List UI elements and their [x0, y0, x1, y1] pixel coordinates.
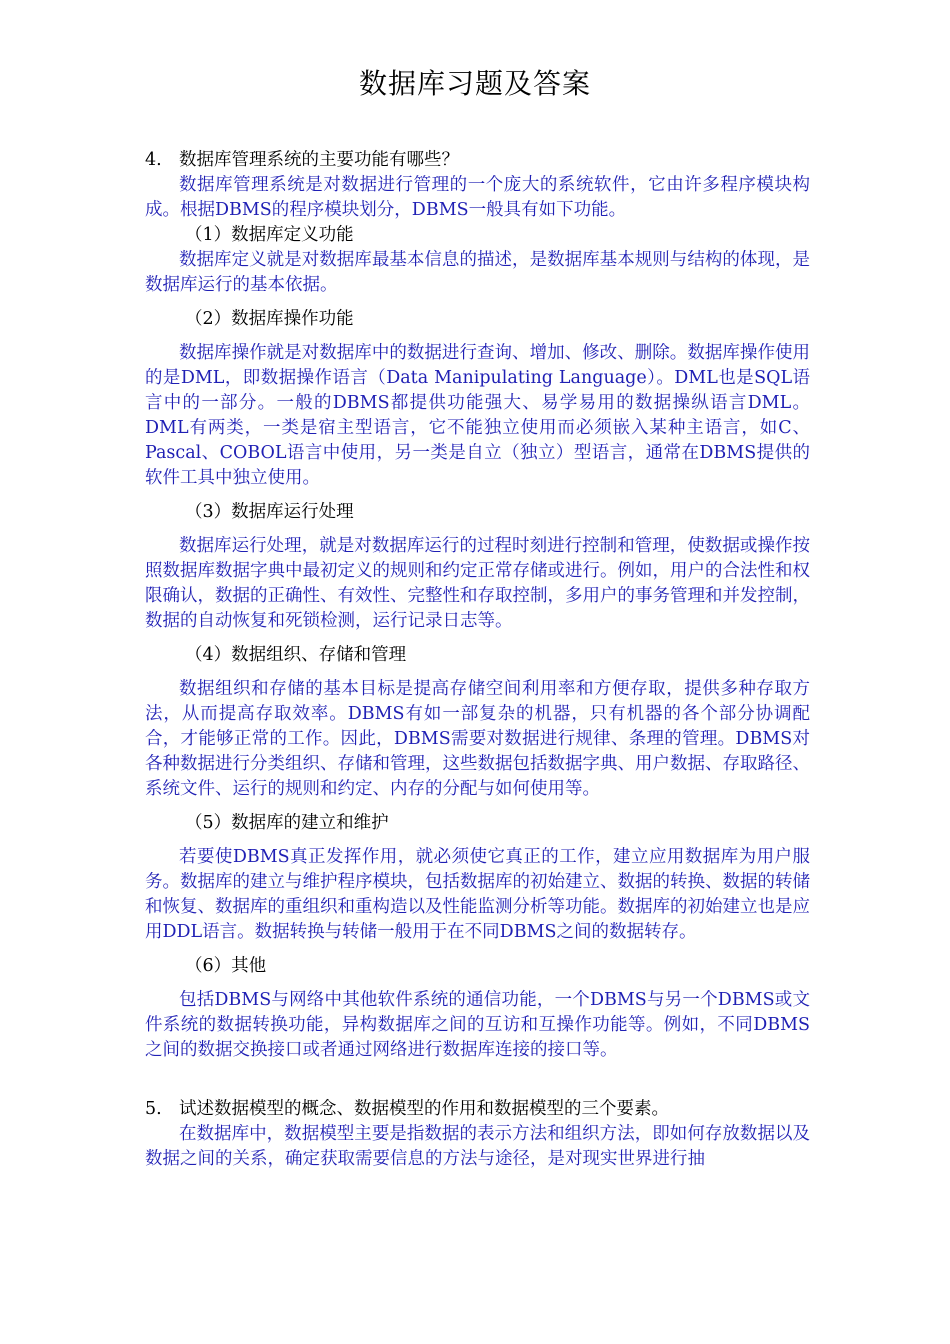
- item-body-4: 数据组织和存储的基本目标是提高存储空间利用率和方便存取，提供多种存取方法，从而提高存取效率。DBMS有如一部复杂的机器，只有机器的各个部分协调配合，才能够正常的工作。因此，DBMS需要对数据进行规律、条理的管理。DBMS对各种数据进行分类组织、存储和管理，这些数据包括数据字典、用户数据、存取路径、系统文件、运行的规则和约定、内存的分配与如何使用等。: [145, 679, 810, 799]
- item-body-6: 包括DBMS与网络中其他软件系统的通信功能，一个DBMS与另一个DBMS或文件系统的数据转换功能，异构数据库之间的互访和互操作功能等。例如，不同DBMS之间的数据交换接口或者通过网络进行数据库连接的接口等。: [145, 990, 810, 1060]
- item-heading-5: （5）数据库的建立和维护: [185, 813, 389, 833]
- item-body-2: 数据库操作就是对数据库中的数据进行查询、增加、修改、删除。数据库操作使用的是DML，即数据操作语言（Data Manipulating Language）。DML也是SQL语言中的一部分。一般的DBMS都提供功能强大、易学易用的数据操纵语言DML。DML有两类，一类是宿主型语言，它不能独立使用而必须嵌入某种主语言，如C、Pascal、COBOL语言中使用，另一类是自立（独立）型语言，通常在DBMS提供的软件工具中独立使用。: [145, 343, 810, 488]
- question-number: 5.: [145, 1099, 162, 1119]
- item-body-3: 数据库运行处理，就是对数据库运行的过程时刻进行控制和管理，使数据或操作按照数据库数据字典中最初定义的规则和约定正常存储或进行。例如，用户的合法性和权限确认，数据的正确性、有效性、完整性和存取控制，多用户的事务管理和并发控制，数据的自动恢复和死锁检测，运行记录日志等。: [145, 536, 810, 631]
- item-body-5: 若要使DBMS真正发挥作用，就必须使它真正的工作，建立应用数据库为用户服务。数据库的建立与维护程序模块，包括数据库的初始建立、数据的转换、数据的转储和恢复、数据库的重组织和重构造以及性能监测分析等功能。数据库的初始建立也是应用DDL语言。数据转换与转储一般用于在不同DBMS之间的数据转存。: [145, 847, 810, 942]
- item-heading-2: （2）数据库操作功能: [185, 309, 354, 329]
- question-5: [145, 1097, 810, 1122]
- answer-intro: 数据库管理系统是对数据进行管理的一个庞大的系统软件，它由许多程序模块构成。根据DBMS的程序模块划分，DBMS一般具有如下功能。: [145, 175, 810, 220]
- item-heading-3: （3）数据库运行处理: [185, 502, 354, 522]
- question-text: 数据库管理系统的主要功能有哪些？: [179, 150, 459, 170]
- document-title: 数据库习题及答案: [358, 67, 591, 100]
- item-heading-4: （4）数据组织、存储和管理: [185, 645, 407, 665]
- question-4: [145, 148, 810, 173]
- question-number: 4.: [145, 150, 162, 170]
- item-body-1: 数据库定义就是对数据库最基本信息的描述，是数据库基本规则与结构的体现，是数据库运行的基本依据。: [145, 250, 810, 295]
- document-body: [145, 148, 810, 1172]
- item-heading-1: （1）数据库定义功能: [185, 225, 354, 245]
- question-text: 试述数据模型的概念、数据模型的作用和数据模型的三个要素。: [179, 1099, 669, 1119]
- item-heading-6: （6）其他: [185, 956, 267, 976]
- answer-5: 在数据库中，数据模型主要是指数据的表示方法和组织方法，即如何存放数据以及数据之间的关系，确定获取需要信息的方法与途径，是对现实世界进行抽: [145, 1124, 810, 1169]
